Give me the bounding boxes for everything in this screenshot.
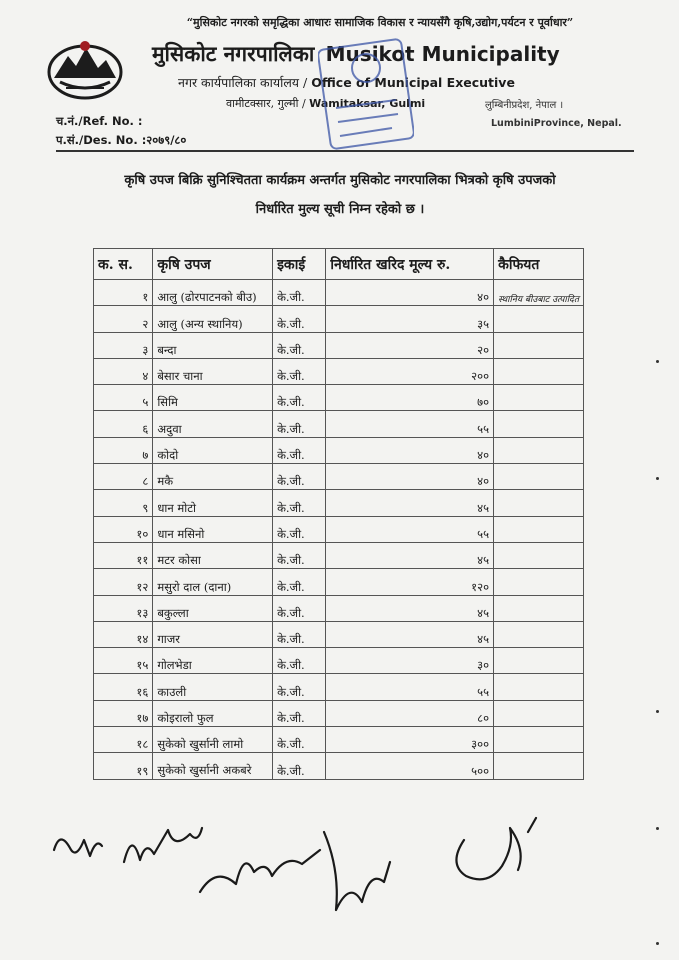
- unit-cell: के.जी.: [273, 648, 326, 674]
- crop-cell: बेसार चाना: [153, 358, 273, 384]
- table-row: [94, 332, 584, 358]
- serial-cell: ७: [94, 437, 153, 463]
- unit-cell: के.जी.: [273, 411, 326, 437]
- serial-cell: १५: [94, 648, 153, 674]
- serial-cell: ८: [94, 464, 153, 490]
- unit-cell: के.जी.: [273, 542, 326, 568]
- header-remarks: कैफियत: [494, 249, 584, 280]
- table-header-row: [94, 249, 584, 280]
- unit-cell: के.जी.: [273, 358, 326, 384]
- remarks-cell: [494, 385, 584, 411]
- table-row: [94, 648, 584, 674]
- crop-cell: आलु (ढोरपाटनको बीउ): [153, 280, 273, 306]
- remarks-cell: [494, 437, 584, 463]
- serial-cell: १८: [94, 727, 153, 753]
- unit-cell: के.जी.: [273, 727, 326, 753]
- signatures-area: [40, 810, 640, 950]
- address-nepali: वामीटक्सार, गुल्मी: [226, 97, 299, 110]
- unit-cell: के.जी.: [273, 437, 326, 463]
- despatch-number: प.सं./Des. No. :२०७९/८०: [56, 133, 187, 147]
- price-cell: ४५: [326, 542, 494, 568]
- table-row: [94, 727, 584, 753]
- table-row: [94, 569, 584, 595]
- table-row: [94, 490, 584, 516]
- unit-cell: के.जी.: [273, 700, 326, 726]
- serial-cell: १२: [94, 569, 153, 595]
- table-row: [94, 621, 584, 647]
- table-row: [94, 516, 584, 542]
- province-nepali: लुम्बिनीप्रदेश, नेपाल ।: [485, 100, 564, 111]
- notice-line-1: कृषि उपज बिक्रि सुनिश्चितता कार्यक्रम अन्तर्गत मुसिकोट नगरपालिका भित्रको कृषि उपजको: [124, 173, 556, 188]
- unit-cell: के.जी.: [273, 674, 326, 700]
- price-cell: ५५: [326, 516, 494, 542]
- page-edge-dot: [656, 827, 659, 830]
- table-row: [94, 674, 584, 700]
- unit-cell: के.जी.: [273, 332, 326, 358]
- crop-cell: सिमि: [153, 385, 273, 411]
- crop-cell: मटर कोसा: [153, 542, 273, 568]
- crop-cell: बकुल्ला: [153, 595, 273, 621]
- crop-cell: कोदो: [153, 437, 273, 463]
- crop-cell: गोलभेडा: [153, 648, 273, 674]
- remarks-cell: [494, 727, 584, 753]
- price-cell: ५५: [326, 674, 494, 700]
- price-cell: ५५: [326, 411, 494, 437]
- unit-cell: के.जी.: [273, 464, 326, 490]
- crop-cell: आलु (अन्य स्थानिय): [153, 306, 273, 332]
- remarks-cell: [494, 332, 584, 358]
- table-row: [94, 385, 584, 411]
- price-cell: ४०: [326, 437, 494, 463]
- notice-heading: [70, 166, 610, 224]
- price-cell: ३००: [326, 727, 494, 753]
- price-cell: ३०: [326, 648, 494, 674]
- price-cell: ४०: [326, 464, 494, 490]
- serial-cell: ४: [94, 358, 153, 384]
- serial-cell: १७: [94, 700, 153, 726]
- crop-cell: अदुवा: [153, 411, 273, 437]
- remarks-cell: [494, 621, 584, 647]
- unit-cell: के.जी.: [273, 385, 326, 411]
- serial-cell: १६: [94, 674, 153, 700]
- table-row: [94, 753, 584, 779]
- address-english: Wamitaksar, Gulmi: [309, 97, 426, 110]
- unit-cell: के.जी.: [273, 516, 326, 542]
- municipality-name-english: Musikot Municipality: [325, 42, 560, 66]
- table-row: [94, 358, 584, 384]
- serial-cell: ६: [94, 411, 153, 437]
- crop-cell: मसुरो दाल (दाना): [153, 569, 273, 595]
- province-english: LumbiniProvince, Nepal.: [491, 118, 622, 129]
- table-row: [94, 280, 584, 306]
- remarks-cell: [494, 648, 584, 674]
- crop-cell: कोइरालो फुल: [153, 700, 273, 726]
- remarks-cell: [494, 753, 584, 779]
- price-cell: ४५: [326, 621, 494, 647]
- table-row: [94, 464, 584, 490]
- price-list-table: [93, 248, 584, 780]
- table-row: [94, 411, 584, 437]
- office-line: नगर कार्यपालिका कार्यालय / Office of Municipal Executive: [178, 75, 515, 90]
- serial-cell: ५: [94, 385, 153, 411]
- serial-cell: १०: [94, 516, 153, 542]
- header-crop: कृषि उपज: [153, 249, 273, 280]
- municipal-motto: “मुसिकोट नगरको समृद्धिका आधारः सामाजिक विकास र न्यायसँगै कृषि,उद्योग,पर्यटन र पूर्वाधार”: [186, 16, 574, 29]
- serial-cell: १३: [94, 595, 153, 621]
- crop-cell: बन्दा: [153, 332, 273, 358]
- office-stamp-icon: [318, 38, 414, 150]
- price-cell: १२०: [326, 569, 494, 595]
- crop-cell: धान मोटो: [153, 490, 273, 516]
- table-row: [94, 306, 584, 332]
- table-row: [94, 700, 584, 726]
- header-price: निर्धारित खरिद मूल्य रु.: [326, 249, 494, 280]
- unit-cell: के.जी.: [273, 490, 326, 516]
- table-row: [94, 437, 584, 463]
- address-line: वामीटक्सार, गुल्मी / Wamitaksar, Gulmi: [226, 97, 426, 110]
- office-name-english: Office of Municipal Executive: [311, 75, 515, 90]
- price-cell: ४५: [326, 595, 494, 621]
- serial-cell: १९: [94, 753, 153, 779]
- unit-cell: के.जी.: [273, 621, 326, 647]
- price-cell: ८०: [326, 700, 494, 726]
- page-edge-dot: [656, 710, 659, 713]
- serial-cell: ३: [94, 332, 153, 358]
- signature-2-icon: [124, 828, 202, 862]
- signature-4-icon: [324, 832, 390, 910]
- remarks-cell: [494, 674, 584, 700]
- crop-cell: मकै: [153, 464, 273, 490]
- unit-cell: के.जी.: [273, 595, 326, 621]
- page-edge-dot: [656, 360, 659, 363]
- price-cell: ५००: [326, 753, 494, 779]
- remarks-cell: [494, 306, 584, 332]
- unit-cell: के.जी.: [273, 753, 326, 779]
- remarks-cell: [494, 700, 584, 726]
- remarks-cell: [494, 490, 584, 516]
- header-unit: इकाई: [273, 249, 326, 280]
- table-row: [94, 595, 584, 621]
- remarks-cell: [494, 411, 584, 437]
- serial-cell: २: [94, 306, 153, 332]
- serial-cell: ९: [94, 490, 153, 516]
- page-edge-dot: [656, 942, 659, 945]
- table-row: [94, 542, 584, 568]
- signature-3-icon: [200, 850, 320, 892]
- price-cell: ४०: [326, 280, 494, 306]
- serial-cell: १४: [94, 621, 153, 647]
- signature-1-icon: [54, 839, 102, 856]
- remarks-cell: [494, 569, 584, 595]
- crop-cell: धान मसिनो: [153, 516, 273, 542]
- unit-cell: के.जी.: [273, 569, 326, 595]
- office-name-nepali: नगर कार्यपालिका कार्यालय: [178, 75, 300, 90]
- price-cell: ७०: [326, 385, 494, 411]
- price-cell: २०: [326, 332, 494, 358]
- header-divider: [56, 150, 634, 152]
- municipality-name-nepali: मुसिकोट नगरपालिका: [152, 41, 315, 66]
- crop-cell: गाजर: [153, 621, 273, 647]
- remarks-cell: [494, 542, 584, 568]
- serial-cell: ११: [94, 542, 153, 568]
- price-cell: ४५: [326, 490, 494, 516]
- reference-number: च.नं./Ref. No. :: [56, 114, 143, 128]
- crop-cell: काउली: [153, 674, 273, 700]
- unit-cell: के.जी.: [273, 306, 326, 332]
- remarks-cell: [494, 595, 584, 621]
- remarks-cell: [494, 464, 584, 490]
- remarks-cell: [494, 358, 584, 384]
- price-cell: २००: [326, 358, 494, 384]
- unit-cell: के.जी.: [273, 280, 326, 306]
- signature-5-icon: [456, 818, 536, 879]
- municipal-emblem-icon: [46, 38, 124, 100]
- price-cell: ३५: [326, 306, 494, 332]
- header-serial-number: क. स.: [94, 249, 153, 280]
- notice-line-2: निर्धारित मुल्य सूची निम्न रहेको छ ।: [255, 202, 425, 217]
- crop-cell: सुकेको खुर्सानी अकबरे: [153, 753, 273, 779]
- crop-cell: सुकेको खुर्सानी लामो: [153, 727, 273, 753]
- page-edge-dot: [656, 477, 659, 480]
- remarks-cell: स्थानिय बीउबाट उत्पादित: [494, 280, 584, 306]
- serial-cell: १: [94, 280, 153, 306]
- remarks-cell: [494, 516, 584, 542]
